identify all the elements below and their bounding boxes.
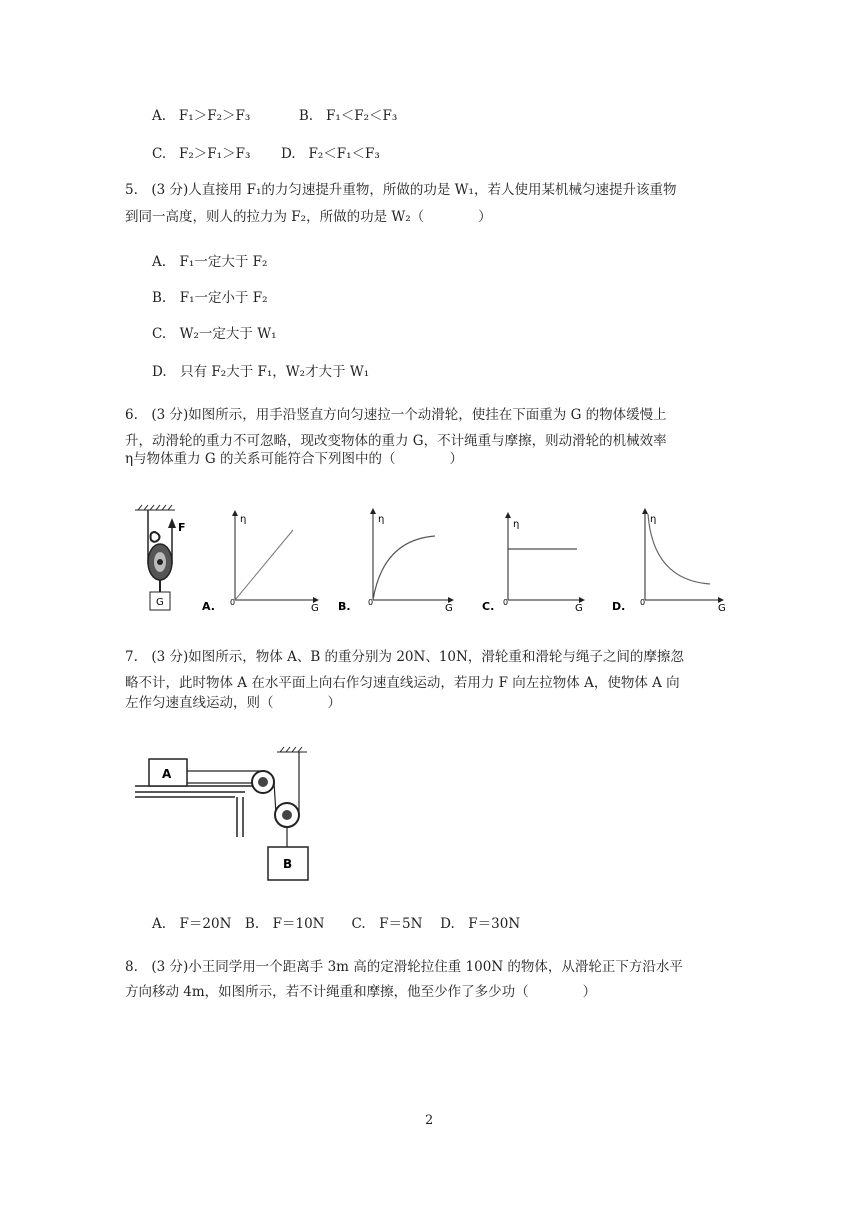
q5-option-b: B. F₁一定小于 F₂ — [152, 290, 268, 306]
graph-d-origin: 0 — [640, 598, 646, 607]
table — [135, 786, 255, 837]
movable-pulley — [148, 544, 172, 580]
q5-option-d: D. 只有 F₂大于 F₁，W₂才大于 W₁ — [152, 364, 370, 380]
q6-stem-line-3: η与物体重力 G 的关系可能符合下列图中的（ ） — [125, 451, 463, 467]
movable-pulley — [275, 803, 299, 827]
q4-option-c: F₂＞F₁＞F₃ — [179, 146, 251, 162]
graph-b — [338, 508, 454, 614]
graph-a — [202, 510, 319, 614]
q6-stem-line-1: 6. (3 分)如图所示，用手沿竖直方向匀速拉一个动滑轮，使挂在下面重为 G 的物体缓慢上 — [125, 407, 667, 423]
block-b-label: B — [283, 857, 293, 871]
q6-figure — [125, 500, 735, 625]
graph-d-y-axis: η — [650, 514, 657, 525]
q4-option-row-2 — [152, 144, 380, 164]
q4-option-b: F₁＜F₂＜F₃ — [325, 108, 398, 124]
q4-option-row-1 — [152, 106, 397, 126]
graph-b-x-axis: G — [445, 603, 453, 614]
q4-option-d-label: D. — [280, 146, 296, 162]
page-number: 2 — [425, 1113, 434, 1128]
block-a-label: A — [162, 767, 172, 781]
hand-icon — [151, 532, 160, 542]
graph-a-x-axis: G — [311, 603, 319, 614]
graph-b-y-axis: η — [378, 514, 385, 525]
graph-d-label: D. — [612, 600, 626, 613]
ceiling-hatch — [277, 747, 307, 752]
q7-stem-line-2: 略不计，此时物体 A 在水平面上向右作匀速直线运动，若用力 F 向左拉物体 A，使物体 A 向 — [125, 675, 680, 691]
q8-stem-line-2: 方向移动 4m，如图所示，若不计绳重和摩擦，他至少作了多少功（ ） — [125, 984, 597, 1000]
q4-option-d: F₂＜F₁＜F₃ — [308, 146, 380, 162]
graph-c-x-axis: G — [575, 603, 583, 614]
q4-option-b-label: B. — [298, 108, 314, 124]
q7-stem-line-1: 7. (3 分)如图所示，物体 A、B 的重分别为 20N、10N，滑轮重和滑轮与绳子之间的摩擦忽 — [125, 649, 684, 665]
graph-b-origin: 0 — [368, 598, 374, 607]
q5-stem-line-2: 到同一高度，则人的拉力为 F₂，所做的功是 W₂（ ） — [125, 209, 492, 225]
graph-d-x-axis: G — [718, 603, 726, 614]
weight-label: G — [156, 597, 164, 608]
q8-stem-line-1: 8. (3 分)小王同学用一个距离手 3m 高的定滑轮拉住重 100N 的物体，从滑轮正下方沿水平 — [125, 959, 683, 975]
q5-option-c: C. W₂一定大于 W₁ — [152, 326, 277, 342]
q5-option-a: A. F₁一定大于 F₂ — [152, 254, 268, 270]
q7-figure — [135, 742, 335, 882]
q7-stem-line-3: 左作匀速直线运动，则（ ） — [125, 695, 341, 711]
graph-a-origin: 0 — [230, 598, 236, 607]
force-label: F — [178, 521, 186, 534]
graph-d — [612, 508, 726, 614]
q5-stem-line-1: 5. (3 分)人直接用 F₁的力匀速提升重物，所做的功是 W₁，若人使用某机械匀速提升该重物 — [125, 182, 677, 198]
graph-c-y-axis: η — [513, 519, 520, 530]
q7-options: A. F＝20N B. F＝10N C. F＝5N D. F＝30N — [152, 916, 521, 932]
ceiling-hatch — [135, 505, 175, 510]
q6-stem-line-2: 升，动滑轮的重力不可忽略，现改变物体的重力 G，不计绳重与摩擦，则动滑轮的机械效率 — [125, 433, 667, 449]
graph-c-label: C. — [482, 600, 495, 613]
graph-c — [482, 512, 585, 614]
q4-option-a-label: A. — [152, 108, 167, 124]
fixed-pulley — [252, 771, 274, 793]
q4-option-a: F₁＞F₂＞F₃ — [178, 108, 251, 124]
up-arrow-icon — [168, 518, 176, 528]
graph-a-y-axis: η — [240, 514, 247, 525]
graph-a-label: A. — [202, 600, 215, 613]
graph-b-label: B. — [338, 600, 351, 613]
q4-option-c-label: C. — [152, 146, 167, 162]
graph-c-origin: 0 — [503, 598, 509, 607]
